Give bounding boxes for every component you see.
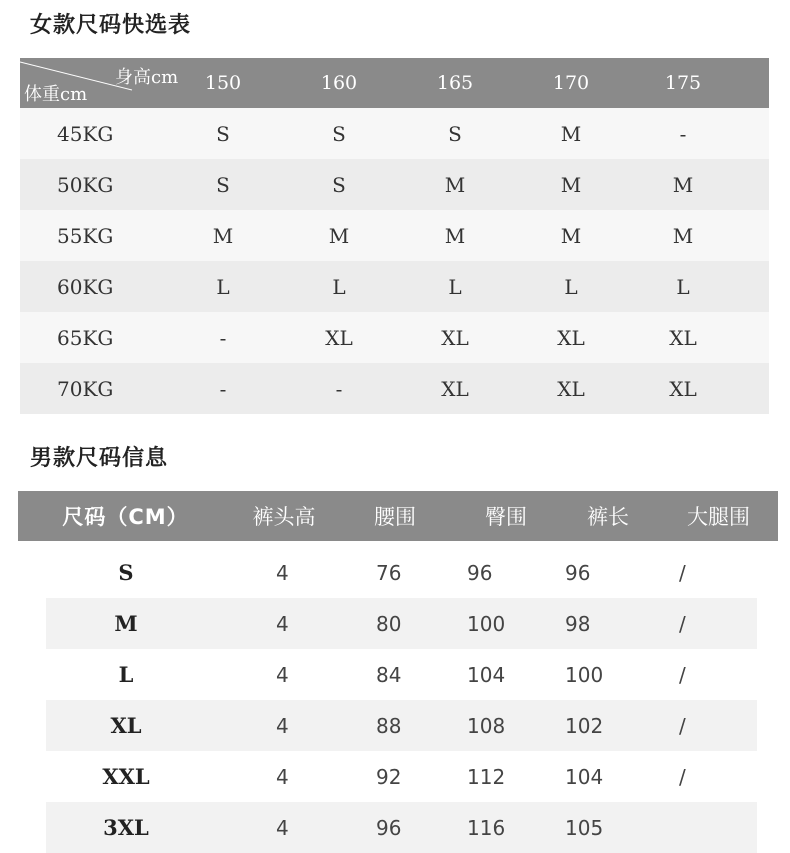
table-row	[20, 363, 769, 414]
measure-cell: 96	[467, 560, 493, 585]
table-row	[46, 700, 757, 751]
column-header: 大腿围	[687, 505, 750, 529]
measure-cell: 80	[376, 611, 402, 636]
measure-cell: /	[679, 611, 686, 636]
column-header: 尺码（CM）	[62, 505, 189, 529]
table-row	[46, 598, 757, 649]
women-size-table	[20, 58, 769, 414]
weight-axis-label: 体重cm	[24, 84, 88, 105]
measure-cell: 4	[276, 611, 289, 636]
women-size-title: 女款尺码快选表	[30, 13, 192, 38]
women-table-header	[20, 58, 769, 108]
measure-cell: 4	[276, 560, 289, 585]
measure-cell: /	[679, 560, 686, 585]
table-row	[20, 261, 769, 312]
measure-cell: 104	[565, 764, 604, 789]
weight-label: 50KG	[57, 172, 114, 197]
measure-cell: 112	[467, 764, 506, 789]
size-cell: XL	[557, 376, 585, 401]
table-row	[20, 108, 769, 159]
measure-cell: 4	[276, 764, 289, 789]
weight-label: 45KG	[57, 121, 114, 146]
size-label: S	[118, 560, 134, 585]
measure-cell: 102	[565, 713, 604, 738]
measure-cell: 105	[565, 815, 604, 840]
size-cell: L	[332, 274, 346, 299]
measure-cell: 116	[467, 815, 506, 840]
diagonal-header-cell	[20, 58, 179, 108]
table-row	[20, 312, 769, 363]
table-row	[46, 649, 757, 700]
measure-cell: /	[679, 713, 686, 738]
size-cell: XL	[441, 376, 469, 401]
size-label: XXL	[102, 764, 150, 789]
height-header: 165	[436, 72, 474, 94]
measure-cell: 96	[376, 815, 402, 840]
men-table-header	[18, 491, 778, 541]
size-cell: XL	[557, 325, 585, 350]
measure-cell: 76	[376, 560, 402, 585]
size-label: 3XL	[103, 815, 149, 840]
size-cell: -	[219, 376, 227, 401]
size-label: L	[118, 662, 134, 687]
table-row	[46, 547, 757, 598]
height-axis-label: 身高cm	[115, 67, 179, 88]
column-header: 臀围	[485, 505, 527, 529]
measure-cell: 100	[565, 662, 604, 687]
size-cell: XL	[325, 325, 353, 350]
size-cell: M	[444, 172, 466, 197]
size-cell: XL	[669, 325, 697, 350]
size-cell: M	[560, 223, 582, 248]
size-cell: M	[444, 223, 466, 248]
size-cell: S	[216, 121, 230, 146]
size-cell: S	[216, 172, 230, 197]
measure-cell: 4	[276, 662, 289, 687]
column-header: 腰围	[374, 505, 416, 529]
size-cell: XL	[441, 325, 469, 350]
weight-label: 65KG	[57, 325, 114, 350]
men-size-table	[46, 547, 757, 853]
size-cell: -	[335, 376, 343, 401]
men-size-title: 男款尺码信息	[30, 446, 169, 471]
measure-cell: 88	[376, 713, 402, 738]
measure-cell: 96	[565, 560, 591, 585]
size-label: XL	[110, 713, 142, 738]
measure-cell: 100	[467, 611, 506, 636]
measure-cell: 92	[376, 764, 402, 789]
table-row	[46, 802, 757, 853]
table-row	[20, 159, 769, 210]
measure-cell: 108	[467, 713, 506, 738]
measure-cell: 104	[467, 662, 506, 687]
measure-cell: /	[679, 662, 686, 687]
height-header: 170	[552, 72, 590, 94]
size-cell: M	[328, 223, 350, 248]
size-cell: S	[332, 121, 346, 146]
size-cell: L	[564, 274, 578, 299]
size-cell: XL	[669, 376, 697, 401]
size-cell: -	[219, 325, 227, 350]
size-cell: L	[448, 274, 462, 299]
measure-cell: 4	[276, 713, 289, 738]
measure-cell: 98	[565, 611, 591, 636]
height-header: 150	[204, 72, 242, 94]
table-row	[20, 210, 769, 261]
size-cell: -	[679, 121, 687, 146]
size-cell: M	[672, 172, 694, 197]
weight-label: 55KG	[57, 223, 114, 248]
column-header: 裤头高	[252, 505, 316, 529]
table-row	[46, 751, 757, 802]
measure-cell: /	[679, 764, 686, 789]
size-cell: M	[672, 223, 694, 248]
size-cell: L	[676, 274, 690, 299]
column-header: 裤长	[587, 505, 629, 529]
height-header: 175	[664, 72, 702, 94]
size-label: M	[114, 611, 138, 636]
measure-cell: 84	[376, 662, 402, 687]
weight-label: 60KG	[57, 274, 114, 299]
measure-cell: 4	[276, 815, 289, 840]
size-cell: M	[560, 121, 582, 146]
size-cell: M	[212, 223, 234, 248]
height-header: 160	[320, 72, 358, 94]
size-cell: M	[560, 172, 582, 197]
size-cell: S	[448, 121, 462, 146]
weight-label: 70KG	[57, 376, 114, 401]
size-cell: L	[216, 274, 230, 299]
size-cell: S	[332, 172, 346, 197]
